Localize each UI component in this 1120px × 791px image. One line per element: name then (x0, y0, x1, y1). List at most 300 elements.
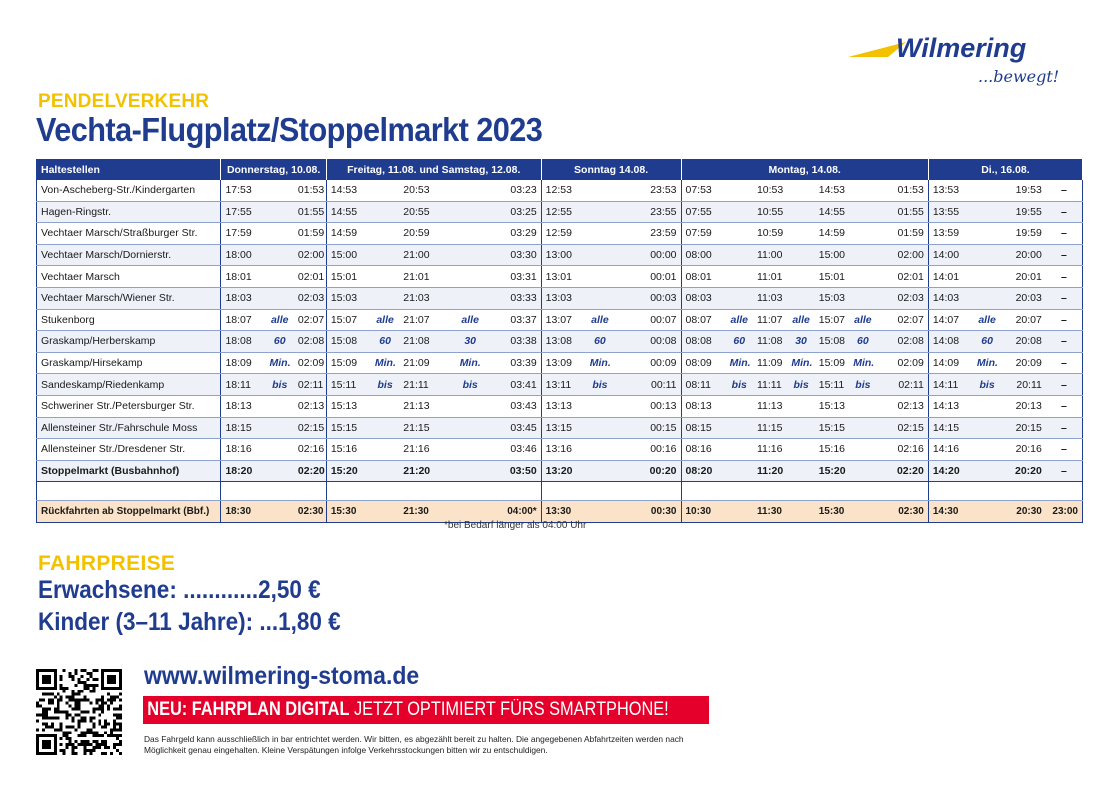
departure-time: 12:59 (541, 223, 586, 245)
interval-label (371, 244, 399, 266)
interval-label (452, 244, 488, 266)
table-row (37, 331, 1083, 353)
website-link[interactable]: www.wilmering-stoma.de (144, 662, 420, 690)
departure-time: 00:15 (614, 417, 681, 439)
departure-time: 23:00 (1046, 501, 1083, 523)
departure-time: 10:53 (753, 180, 787, 201)
table-row (37, 460, 1083, 482)
interval-label (726, 460, 753, 482)
departure-time: 23:59 (614, 223, 681, 245)
interval-label: Min. (452, 352, 488, 374)
departure-time: 02:20 (294, 460, 326, 482)
departure-time: 11:11 (753, 374, 787, 396)
departure-time: 21:11 (399, 374, 452, 396)
departure-time: 21:16 (399, 439, 452, 461)
departure-time: 14:11 (928, 374, 973, 396)
departure-time: 02:00 (294, 244, 326, 266)
departure-time: 08:16 (681, 439, 726, 461)
departure-time: 08:07 (681, 309, 726, 331)
stop-name: Graskamp/Herberskamp (37, 331, 221, 353)
departure-time: 13:30 (541, 501, 586, 523)
interval-label (371, 180, 399, 201)
interval-label (973, 417, 1001, 439)
table-row (37, 244, 1083, 266)
departure-time: 15:30 (326, 501, 371, 523)
departure-time: 02:03 (294, 287, 326, 309)
departure-time: 18:03 (221, 287, 266, 309)
table-row (37, 180, 1083, 201)
departure-time: 20:15 (1001, 417, 1046, 439)
interval-label (787, 180, 814, 201)
interval-label (787, 417, 814, 439)
departure-time: 03:23 (488, 180, 541, 201)
departure-time: – (1046, 223, 1083, 245)
departure-time: 21:09 (399, 352, 452, 374)
interval-label (973, 201, 1001, 223)
departure-time: 03:50 (488, 460, 541, 482)
interval-label (266, 180, 294, 201)
departure-time: 14:59 (326, 223, 371, 245)
departure-time: 02:01 (877, 266, 929, 288)
departure-time: 03:46 (488, 439, 541, 461)
interval-label (849, 287, 876, 309)
stop-name: Stoppelmarkt (Busbahnhof) (37, 460, 221, 482)
qr-code-icon[interactable] (36, 669, 122, 755)
departure-time: 02:13 (877, 395, 929, 417)
departure-time: – (1046, 201, 1083, 223)
departure-time: 15:01 (815, 266, 849, 288)
header-monday: Montag, 14.08. (681, 160, 928, 181)
interval-label: 60 (371, 331, 399, 353)
departure-time: 03:30 (488, 244, 541, 266)
departure-time: 14:59 (815, 223, 849, 245)
departure-time: 18:20 (221, 460, 266, 482)
departure-time: 02:16 (877, 439, 929, 461)
departure-time: 20:03 (1001, 287, 1046, 309)
departure-time: 11:07 (753, 309, 787, 331)
departure-time: 00:03 (614, 287, 681, 309)
interval-label: bis (586, 374, 614, 396)
interval-label (726, 180, 753, 201)
departure-time: 15:20 (326, 460, 371, 482)
departure-time: – (1046, 374, 1083, 396)
departure-time: – (1046, 244, 1083, 266)
departure-time: 01:55 (877, 201, 929, 223)
departure-time: 14:08 (928, 331, 973, 353)
interval-label: Min. (371, 352, 399, 374)
stop-name: Rückfahrten ab Stoppelmarkt (Bbf.) (37, 501, 221, 523)
interval-label (371, 501, 399, 523)
interval-label (586, 460, 614, 482)
departure-time: 00:09 (614, 352, 681, 374)
interval-label: bis (371, 374, 399, 396)
departure-time: 18:01 (221, 266, 266, 288)
departure-time: 13:59 (928, 223, 973, 245)
interval-label (787, 244, 814, 266)
table-row (37, 201, 1083, 223)
spacer-row (37, 482, 1083, 501)
interval-label (266, 439, 294, 461)
departure-time: 18:11 (221, 374, 266, 396)
interval-label (726, 439, 753, 461)
interval-label (586, 395, 614, 417)
departure-time: 11:00 (753, 244, 787, 266)
departure-time: 02:00 (877, 244, 929, 266)
departure-time: 18:30 (221, 501, 266, 523)
departure-time: 11:20 (753, 460, 787, 482)
stop-name: Graskamp/Hirsekamp (37, 352, 221, 374)
departure-time: 15:03 (326, 287, 371, 309)
departure-time: 20:01 (1001, 266, 1046, 288)
departure-time: 14:13 (928, 395, 973, 417)
stop-name: Stukenborg (37, 309, 221, 331)
interval-label (973, 244, 1001, 266)
wilmering-logo (846, 30, 1086, 92)
header-tuesday: Di., 16.08. (928, 160, 1082, 181)
departure-time: 00:16 (614, 439, 681, 461)
interval-label (586, 180, 614, 201)
stop-name: Vechtaer Marsch (37, 266, 221, 288)
departure-time: 15:15 (815, 417, 849, 439)
departure-time: 02:08 (294, 331, 326, 353)
interval-label (452, 439, 488, 461)
departure-time: 10:59 (753, 223, 787, 245)
departure-time: 11:16 (753, 439, 787, 461)
departure-time: 17:55 (221, 201, 266, 223)
departure-time: 03:43 (488, 395, 541, 417)
price-adult: Erwachsene: ............2,50 € (38, 576, 321, 604)
departure-time: 00:30 (614, 501, 681, 523)
departure-time: 02:15 (877, 417, 929, 439)
departure-time: 03:31 (488, 266, 541, 288)
interval-label: 60 (849, 331, 876, 353)
departure-time: 13:13 (541, 395, 586, 417)
departure-time: 17:53 (221, 180, 266, 201)
interval-label: bis (849, 374, 876, 396)
departure-time: 21:30 (399, 501, 452, 523)
departure-time: 08:15 (681, 417, 726, 439)
departure-time: 20:20 (1001, 460, 1046, 482)
table-row (37, 417, 1083, 439)
interval-label (266, 287, 294, 309)
interval-label (849, 180, 876, 201)
interval-label (586, 244, 614, 266)
timetable (36, 159, 1083, 523)
departure-time: 12:55 (541, 201, 586, 223)
departure-time: 20:16 (1001, 439, 1046, 461)
interval-label (973, 180, 1001, 201)
interval-label: bis (452, 374, 488, 396)
table-row (37, 309, 1083, 331)
departure-time: 23:53 (614, 180, 681, 201)
departure-time: 20:09 (1001, 352, 1046, 374)
departure-time: 01:53 (294, 180, 326, 201)
interval-label (973, 439, 1001, 461)
interval-label (452, 266, 488, 288)
interval-label (849, 223, 876, 245)
interval-label: 60 (586, 331, 614, 353)
interval-label (787, 201, 814, 223)
departure-time: 15:11 (815, 374, 849, 396)
interval-label (586, 417, 614, 439)
interval-label (371, 439, 399, 461)
departure-time: 00:08 (614, 331, 681, 353)
interval-label (787, 460, 814, 482)
stop-name: Von-Ascheberg-Str./Kindergarten (37, 180, 221, 201)
departure-time: 14:55 (815, 201, 849, 223)
table-row (37, 266, 1083, 288)
price-child: Kinder (3–11 Jahre): ...1,80 € (38, 608, 341, 636)
stop-name: Allensteiner Str./Dresdener Str. (37, 439, 221, 461)
departure-time: – (1046, 266, 1083, 288)
departure-time: 13:15 (541, 417, 586, 439)
departure-time: 21:07 (399, 309, 452, 331)
departure-time: 13:55 (928, 201, 973, 223)
departure-time: – (1046, 352, 1083, 374)
interval-label (726, 266, 753, 288)
departure-time: 01:55 (294, 201, 326, 223)
departure-time: 18:09 (221, 352, 266, 374)
departure-time: 21:01 (399, 266, 452, 288)
departure-time: 18:07 (221, 309, 266, 331)
departure-time: 14:03 (928, 287, 973, 309)
interval-label: alle (452, 309, 488, 331)
departure-time: 19:55 (1001, 201, 1046, 223)
interval-label: Min. (849, 352, 876, 374)
departure-time: 23:55 (614, 201, 681, 223)
interval-label (849, 460, 876, 482)
header-sunday: Sonntag 14.08. (541, 160, 681, 181)
departure-time: 11:09 (753, 352, 787, 374)
departure-time: 15:00 (326, 244, 371, 266)
departure-time: – (1046, 309, 1083, 331)
departure-time: 02:08 (877, 331, 929, 353)
departure-time: 11:15 (753, 417, 787, 439)
interval-label (266, 501, 294, 523)
departure-time: 02:11 (294, 374, 326, 396)
table-row (37, 223, 1083, 245)
departure-time: 02:16 (294, 439, 326, 461)
interval-label (849, 201, 876, 223)
departure-time: 02:07 (294, 309, 326, 331)
table-row (37, 287, 1083, 309)
departure-time: 00:01 (614, 266, 681, 288)
departure-time: 02:09 (877, 352, 929, 374)
interval-label: alle (371, 309, 399, 331)
departure-time: 18:13 (221, 395, 266, 417)
departure-time: 01:59 (877, 223, 929, 245)
interval-label (726, 223, 753, 245)
banner-rest: JETZT OPTIMIERT FÜRS SMARTPHONE! (349, 699, 669, 720)
departure-time: 08:09 (681, 352, 726, 374)
departure-time: 14:30 (928, 501, 973, 523)
departure-time: 19:53 (1001, 180, 1046, 201)
interval-label (787, 287, 814, 309)
interval-label (849, 439, 876, 461)
departure-time: 03:38 (488, 331, 541, 353)
digital-timetable-banner (143, 696, 709, 724)
interval-label (371, 266, 399, 288)
interval-label: alle (973, 309, 1001, 331)
interval-label (371, 460, 399, 482)
departure-time: 02:01 (294, 266, 326, 288)
departure-time: 15:13 (326, 395, 371, 417)
departure-time: 08:00 (681, 244, 726, 266)
table-row (37, 439, 1083, 461)
departure-time: 10:55 (753, 201, 787, 223)
interval-label (849, 501, 876, 523)
departure-time: 13:08 (541, 331, 586, 353)
departure-time: 15:30 (815, 501, 849, 523)
departure-time: 14:53 (815, 180, 849, 201)
departure-time: 03:33 (488, 287, 541, 309)
prices-heading: FAHRPREISE (38, 552, 176, 575)
departure-time: 08:08 (681, 331, 726, 353)
departure-time: 15:16 (815, 439, 849, 461)
departure-time: 00:20 (614, 460, 681, 482)
departure-time: 03:45 (488, 417, 541, 439)
departure-time: 21:15 (399, 417, 452, 439)
interval-label (586, 266, 614, 288)
interval-label (586, 287, 614, 309)
departure-time: 15:20 (815, 460, 849, 482)
departure-time: 15:16 (326, 439, 371, 461)
interval-label (973, 287, 1001, 309)
interval-label: Min. (973, 352, 1001, 374)
departure-time: 12:53 (541, 180, 586, 201)
departure-time: 04:00* (488, 501, 541, 523)
departure-time: 03:41 (488, 374, 541, 396)
departure-time: 03:37 (488, 309, 541, 331)
small-print: Das Fahrgeld kann ausschließlich in bar entrichtet werden. Wir bitten, es abgezählt bereit zu halten. Die angegebenen Abfahrtzeiten werden nach Möglichkeit genau eingehalten. Kleine Verspätungen infolge Verkehrsstockungen bitten wir zu entschuldigen. (144, 734, 684, 755)
stop-name: Allensteiner Str./Fahrschule Moss (37, 417, 221, 439)
departure-time: 02:13 (294, 395, 326, 417)
departure-time: 13:53 (928, 180, 973, 201)
table-row (37, 395, 1083, 417)
interval-label: Min. (586, 352, 614, 374)
departure-time: 13:07 (541, 309, 586, 331)
interval-label: 30 (787, 331, 814, 353)
departure-time: 21:08 (399, 331, 452, 353)
interval-label: bis (787, 374, 814, 396)
interval-label (787, 266, 814, 288)
departure-time: 03:25 (488, 201, 541, 223)
departure-time: 07:53 (681, 180, 726, 201)
departure-time: 00:07 (614, 309, 681, 331)
interval-label (266, 266, 294, 288)
interval-label (586, 223, 614, 245)
departure-time: 07:55 (681, 201, 726, 223)
departure-time: 20:13 (1001, 395, 1046, 417)
interval-label (787, 395, 814, 417)
interval-label (266, 244, 294, 266)
interval-label (726, 244, 753, 266)
departure-time: 00:11 (614, 374, 681, 396)
interval-label (371, 201, 399, 223)
interval-label (787, 501, 814, 523)
page-title: Vechta-Flugplatz/Stoppelmarkt 2023 (36, 111, 543, 148)
interval-label (973, 460, 1001, 482)
departure-time: 00:13 (614, 395, 681, 417)
banner-bold: NEU: FAHRPLAN DIGITAL (147, 699, 350, 720)
departure-time: 02:03 (877, 287, 929, 309)
departure-time: 15:09 (326, 352, 371, 374)
timetable-header-row (37, 160, 1083, 181)
interval-label (973, 395, 1001, 417)
departure-time: 14:07 (928, 309, 973, 331)
departure-time: 19:59 (1001, 223, 1046, 245)
interval-label (849, 395, 876, 417)
page-kicker: PENDELVERKEHR (38, 91, 210, 112)
interval-label: bis (266, 374, 294, 396)
departure-time: – (1046, 287, 1083, 309)
header-haltestellen: Haltestellen (37, 160, 221, 181)
interval-label (266, 417, 294, 439)
departure-time: 13:16 (541, 439, 586, 461)
stop-name: Hagen-Ringstr. (37, 201, 221, 223)
departure-time: 11:03 (753, 287, 787, 309)
departure-time: 21:00 (399, 244, 452, 266)
interval-label (266, 460, 294, 482)
interval-label: alle (266, 309, 294, 331)
interval-label (452, 460, 488, 482)
departure-time: 15:15 (326, 417, 371, 439)
departure-time: 15:00 (815, 244, 849, 266)
interval-label (371, 395, 399, 417)
departure-time: 14:09 (928, 352, 973, 374)
interval-label: alle (849, 309, 876, 331)
stop-name: Vechtaer Marsch/Wiener Str. (37, 287, 221, 309)
departure-time: 20:08 (1001, 331, 1046, 353)
stop-name: Vechtaer Marsch/Straßburger Str. (37, 223, 221, 245)
interval-label: Min. (787, 352, 814, 374)
departure-time: 15:01 (326, 266, 371, 288)
departure-time: 13:20 (541, 460, 586, 482)
interval-label (726, 395, 753, 417)
departure-time: 11:30 (753, 501, 787, 523)
departure-time: 11:08 (753, 331, 787, 353)
stop-name: Sandeskamp/Riedenkamp (37, 374, 221, 396)
logo-wordmark: Wilmering (896, 33, 1027, 63)
departure-time: 14:01 (928, 266, 973, 288)
interval-label (973, 501, 1001, 523)
departure-time: 15:09 (815, 352, 849, 374)
interval-label: alle (586, 309, 614, 331)
interval-label (973, 223, 1001, 245)
departure-time: 15:07 (815, 309, 849, 331)
departure-time: 02:15 (294, 417, 326, 439)
departure-time: 02:30 (877, 501, 929, 523)
departure-time: 02:20 (877, 460, 929, 482)
departure-time: 20:59 (399, 223, 452, 245)
interval-label (452, 417, 488, 439)
departure-time: 14:00 (928, 244, 973, 266)
departure-time: 14:53 (326, 180, 371, 201)
departure-time: 14:55 (326, 201, 371, 223)
departure-time: 17:59 (221, 223, 266, 245)
departure-time: – (1046, 331, 1083, 353)
interval-label: Min. (726, 352, 753, 374)
departure-time: 01:59 (294, 223, 326, 245)
departure-time: 20:11 (1001, 374, 1046, 396)
departure-time: 18:15 (221, 417, 266, 439)
interval-label (452, 395, 488, 417)
departure-time: 20:30 (1001, 501, 1046, 523)
departure-time: 15:13 (815, 395, 849, 417)
interval-label: bis (973, 374, 1001, 396)
departure-time: 13:01 (541, 266, 586, 288)
departure-time: 14:15 (928, 417, 973, 439)
